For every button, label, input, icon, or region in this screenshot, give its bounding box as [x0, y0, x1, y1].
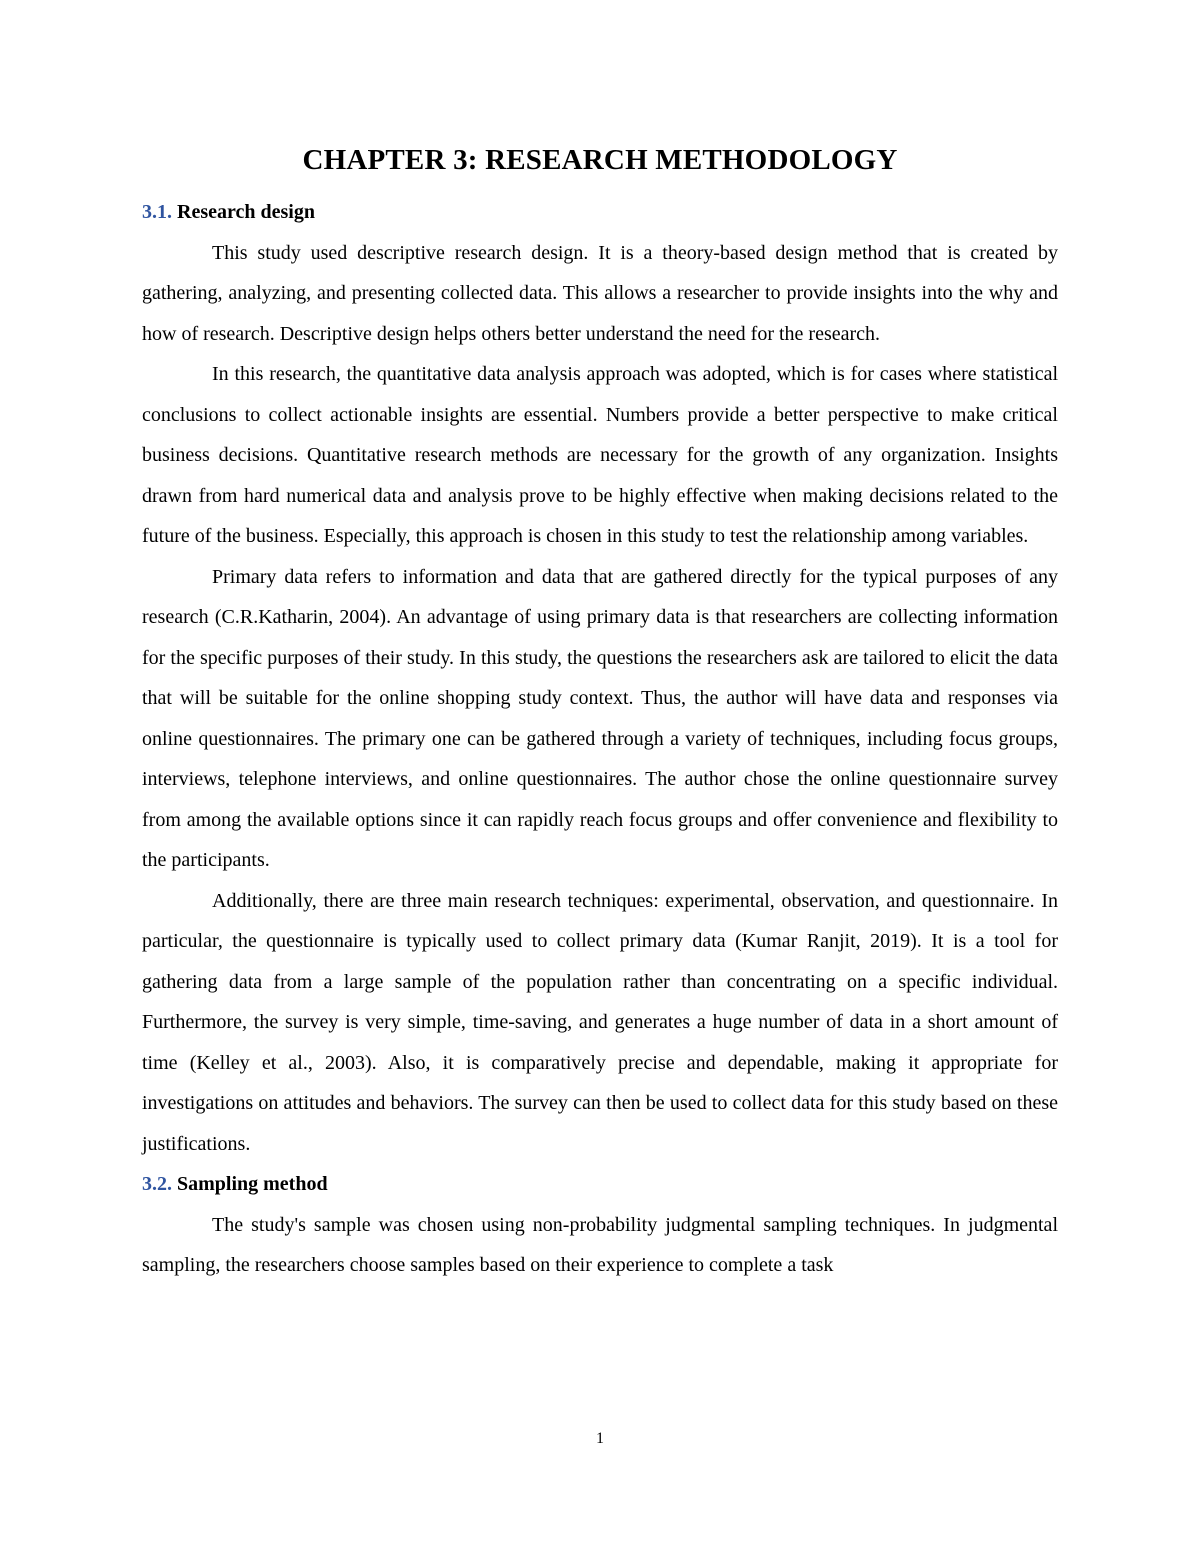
section-number: 3.2. [142, 1173, 172, 1195]
paragraph: In this research, the quantitative data analysis approach was adopted, which is for cases where statistical conclusions to collect actionable insights are essential. Numbers provide a better perspective to make critical business decisions. Quantitative research methods are necessary for the growth of any organization. Insights drawn from hard numerical data and analysis prove to be highly effective when making decisions related to the future of the business. Especially, this approach is chosen in this study to test the relationship among variables. [142, 363, 1058, 547]
section-heading-sampling-method [142, 1164, 1058, 1205]
section-number: 3.1. [142, 201, 172, 223]
paragraph: Primary data refers to information and data that are gathered directly for the typical purposes of any research (C.R.Katharin, 2004). An advantage of using primary data is that researchers are collecting information for the specific purposes of their study. In this study, the questions the researchers ask are tailored to elicit the data that will be suitable for the online shopping study context. Thus, the author will have data and responses via online questionnaires. The primary one can be gathered through a variety of techniques, including focus groups, interviews, telephone interviews, and online questionnaires. The author chose the online questionnaire survey from among the available options since it can rapidly reach focus groups and offer convenience and flexibility to the participants. [142, 565, 1058, 871]
page-content [142, 140, 1058, 1286]
page-number: 1 [596, 1430, 604, 1447]
section-title: Sampling method [177, 1173, 328, 1195]
chapter-title: CHAPTER 3: RESEARCH METHODOLOGY [302, 144, 898, 176]
section-heading-research-design [142, 192, 1058, 233]
paragraph: The study's sample was chosen using non-probability judgmental sampling techniques. In judgmental sampling, the researchers choose samples based on their experience to complete a task [142, 1213, 1058, 1276]
paragraph: Additionally, there are three main research techniques: experimental, observation, and questionnaire. In particular, the questionnaire is typically used to collect primary data (Kumar Ranjit, 2019). It is a tool for gathering data from a large sample of the population rather than concentrating on a specific individual. Furthermore, the survey is very simple, time-saving, and generates a huge number of data in a short amount of time (Kelley et al., 2003). Also, it is comparatively precise and dependable, making it appropriate for investigations on attitudes and behaviors. The survey can then be used to collect data for this study based on these justifications. [142, 889, 1058, 1155]
section-title: Research design [177, 201, 315, 223]
paragraph: This study used descriptive research design. It is a theory-based design method that is created by gathering, analyzing, and presenting collected data. This allows a researcher to provide insights into the why and how of research. Descriptive design helps others better understand the need for the research. [142, 241, 1058, 345]
